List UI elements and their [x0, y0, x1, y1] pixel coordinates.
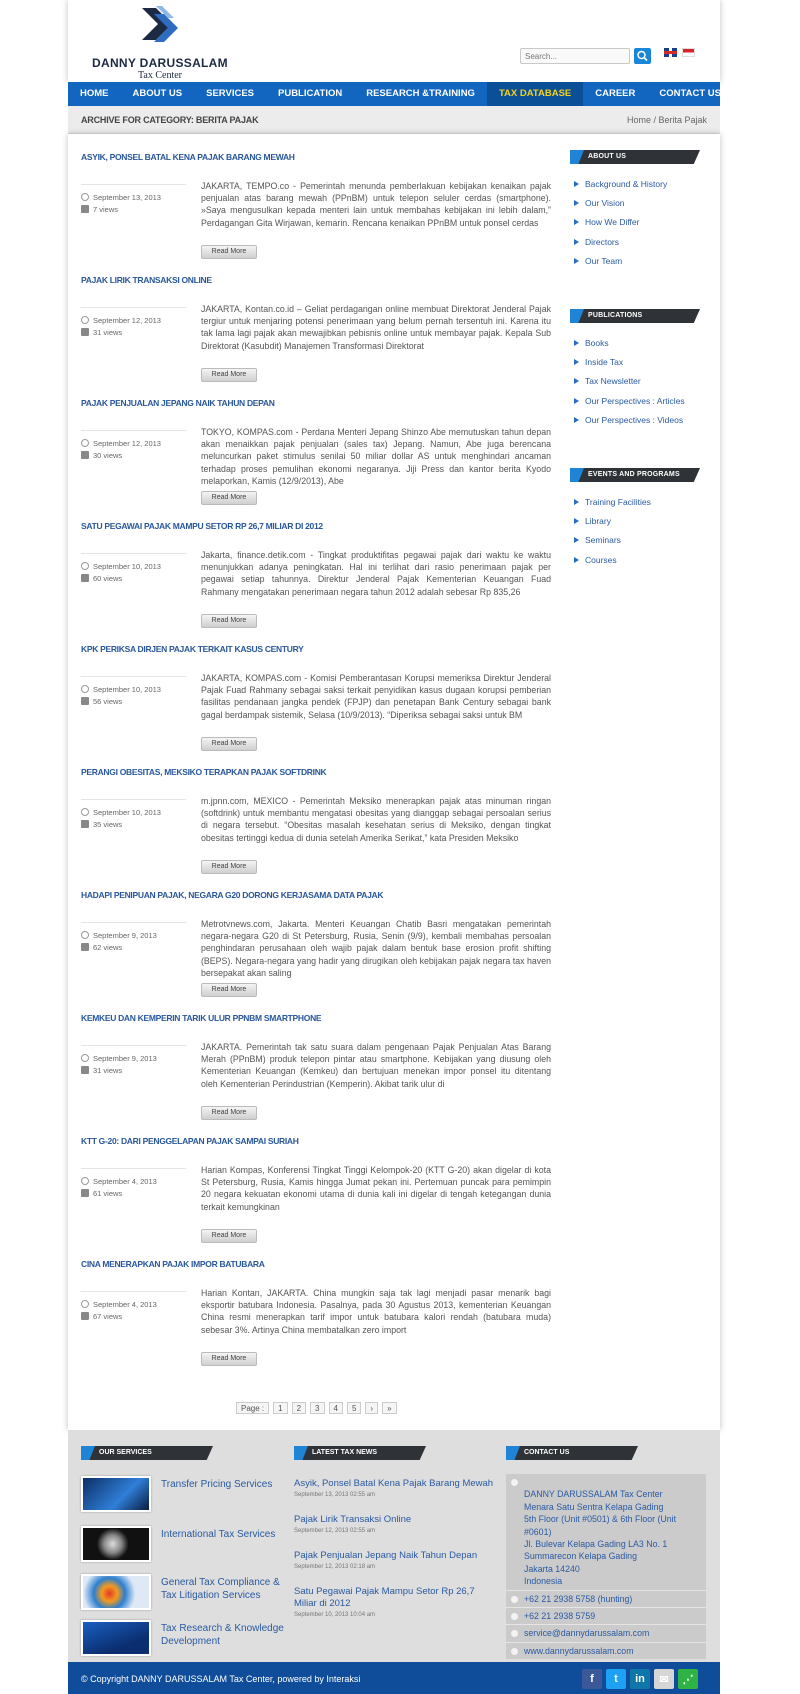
news-title[interactable]: Pajak Lirik Transaksi Online	[294, 1514, 412, 1525]
post-views: 60 views	[93, 573, 123, 583]
post-date-line	[81, 314, 186, 326]
nav-services[interactable]: SERVICES	[206, 88, 254, 99]
views-icon	[81, 1189, 89, 1197]
post-views: 56 views	[93, 696, 123, 706]
views-icon	[81, 1312, 89, 1320]
clock-icon	[81, 1300, 89, 1308]
clock-icon	[81, 316, 89, 324]
post-date: September 10, 2013	[93, 684, 161, 694]
post-excerpt: Metrotvnews.com, Jakarta. Menteri Keuangan Chatib Basri mengatakan pemerintah negara-negara G20 di St Petersburg, Rusia, Senin (9/9), kembali membahas persoalan penghindaran perusahaan oleh wajib pajak dalam bentuk base erosion profit shifting (BEPS). Negara-negara yang hadir yang dirugikan oleh kebijakan pajak negara tax haven bersepakat akan saling	[201, 919, 551, 978]
post-meta	[81, 676, 186, 707]
website-text: www.dannydarussalam.com	[524, 1645, 634, 1656]
sidebar-heading-label: PUBLICATIONS	[588, 312, 643, 319]
sidebar-list-about	[574, 174, 704, 270]
location-pin-icon	[511, 1479, 518, 1486]
sidebar-item[interactable]	[574, 251, 704, 270]
copyright-text: © Copyright DANNY DARUSSALAM Tax Center, powered by Interaksi	[81, 1674, 361, 1684]
post-excerpt: JAKARTA, TEMPO.co - Pemerintah menunda pemberlakuan kebijakan kenaikan pajak penjualan atas barang mewah (PPnBM) untuk telepon seluler cerdas (smartphone). »Saya mengusulkan kepada menteri lain untuk membahas kebijakan ini lebih dalam,” Perdagangan Gita Wirjawan, kemarin. Rencana kenaikan PPnBM untuk ponsel cerdas	[201, 181, 551, 228]
nav-tax-database[interactable]: TAX DATABASE	[487, 82, 583, 106]
nav-research-training[interactable]: RESEARCH &TRAINING	[366, 88, 475, 99]
pager-page-4[interactable]: 4	[329, 1402, 343, 1414]
sidebar-item-label: Our Perspectives : Videos	[585, 414, 684, 425]
sidebar-item[interactable]	[574, 193, 704, 212]
pager-page-1[interactable]: 1	[273, 1402, 287, 1414]
post-item	[81, 1241, 551, 1364]
post-date-line	[81, 806, 186, 818]
linkedin-icon[interactable]: in	[630, 1669, 650, 1689]
post-title[interactable]: KPK PERIKSA DIRJEN PAJAK TERKAIT KASUS CENTURY	[81, 644, 304, 654]
site-logo[interactable]	[90, 4, 230, 81]
logo-name: DANNY DARUSSALAM	[92, 56, 228, 70]
service-thumbnail	[81, 1574, 151, 1610]
news-date: September 12, 2013 02:18 am	[294, 1564, 376, 1570]
sidebar-list-publications	[574, 333, 704, 429]
news-title[interactable]: Satu Pegawai Pajak Mampu Setor Rp 26,7 Miliar di 2012	[294, 1586, 475, 1609]
post-date: September 9, 2013	[93, 930, 157, 940]
sidebar-item[interactable]	[574, 352, 704, 371]
news-item[interactable]	[294, 1514, 494, 1534]
post-meta	[81, 430, 186, 461]
views-icon	[81, 451, 89, 459]
service-name: International Tax Services	[161, 1529, 276, 1540]
clock-icon	[81, 193, 89, 201]
post-item	[81, 503, 551, 626]
pager-page-5[interactable]: 5	[347, 1402, 361, 1414]
site-header	[68, 0, 720, 82]
post-item	[81, 872, 551, 995]
post-meta	[81, 307, 186, 338]
post-title[interactable]: PAJAK PENJUALAN JEPANG NAIK TAHUN DEPAN	[81, 398, 275, 408]
post-date: September 4, 2013	[93, 1176, 157, 1186]
post-title[interactable]: HADAPI PENIPUAN PAJAK, NEGARA G20 DORONG KERJASAMA DATA PAJAK	[81, 890, 384, 900]
post-date-line	[81, 560, 186, 572]
post-date-line	[81, 683, 186, 695]
read-more-button[interactable]: Read More	[201, 491, 257, 505]
sidebar-item-label: Our Vision	[585, 197, 625, 208]
post-title[interactable]: PERANGI OBESITAS, MEKSIKO TERAPKAN PAJAK SOFTDRINK	[81, 767, 327, 777]
post-views-line	[81, 449, 186, 461]
sidebar-item-label: Tax Newsletter	[585, 376, 641, 387]
news-date: September 10, 2013 10:04 am	[294, 1612, 376, 1618]
sidebar-item-label: Seminars	[585, 535, 621, 546]
sidebar-heading-label: ABOUT US	[588, 153, 627, 160]
contact-fax	[506, 1608, 706, 1625]
post-date-line	[81, 437, 186, 449]
email-icon[interactable]: ✉	[654, 1669, 674, 1689]
clock-icon	[81, 439, 89, 447]
content-area	[68, 134, 720, 1430]
post-date: September 10, 2013	[93, 561, 161, 571]
sidebar-item[interactable]	[574, 333, 704, 352]
logo-chevron-icon	[136, 4, 184, 52]
fax-icon	[511, 1613, 518, 1620]
post-meta	[81, 1291, 186, 1322]
post-views: 62 views	[93, 942, 123, 952]
globe-icon	[511, 1648, 518, 1655]
views-icon	[81, 328, 89, 336]
nav-about-us[interactable]: ABOUT US	[132, 88, 183, 99]
views-icon	[81, 574, 89, 582]
post-views: 61 views	[93, 1188, 123, 1198]
sidebar-item-label: Background & History	[585, 178, 668, 189]
arrow-right-icon	[574, 219, 579, 225]
contact-website[interactable]	[506, 1643, 706, 1659]
arrow-right-icon	[574, 239, 579, 245]
news-title[interactable]: Asyik, Ponsel Batal Kena Pajak Barang Mewah	[294, 1478, 494, 1489]
arrow-right-icon	[574, 181, 579, 187]
read-more-button[interactable]: Read More	[201, 368, 257, 382]
footer-heading-label: OUR SERVICES	[99, 1449, 152, 1456]
post-date-line	[81, 929, 186, 941]
arrow-right-icon	[574, 417, 579, 423]
post-meta	[81, 922, 186, 953]
nav-career[interactable]: CAREER	[595, 88, 636, 99]
post-meta	[81, 799, 186, 830]
post-excerpt: TOKYO, KOMPAS.com - Perdana Menteri Jepang Shinzo Abe memutuskan tahun depan akan menaikkan pajak penjualan (sales tax) Jepang. Namun, Abe juga berencana meluncurkan paket stimulus senilai 50 miliar dollar AS untuk menghindari ancaman terhadap proses pemulihan ekonomi negaranya. Jiji Press dan kantor berita Kyodo melaporkan, Kamis (12/9/2013), Abe	[201, 427, 551, 486]
sidebar-heading-publications	[570, 309, 700, 323]
post-item	[81, 626, 551, 749]
twitter-icon[interactable]: t	[606, 1669, 626, 1689]
post-views: 7 views	[93, 204, 119, 214]
sidebar-item-label: Courses	[585, 554, 617, 565]
page-title: ARCHIVE FOR CATEGORY: BERITA PAJAK	[81, 115, 259, 125]
post-item	[81, 134, 551, 257]
service-thumbnail	[81, 1620, 151, 1656]
post-views: 31 views	[93, 327, 123, 337]
post-title[interactable]: ASYIK, PONSEL BATAL KENA PAJAK BARANG MEWAH	[81, 152, 295, 162]
post-views-line	[81, 203, 186, 215]
arrow-right-icon	[574, 340, 579, 346]
sidebar-item-label: Library	[585, 515, 611, 526]
news-item[interactable]	[294, 1586, 494, 1618]
post-excerpt: Harian Kontan, JAKARTA. China mungkin saja tak lagi menjadi pasar menarik bagi eksportir batubara Indonesia. Pasalnya, pada 30 Agustus 2013, kementerian Keuangan China resmi menerapkan tarif impor untuk batubara kalori rendah (batubara muda) sebesar 3%. Artinya China membatalkan zero import	[201, 1288, 551, 1335]
contact-address	[506, 1474, 706, 1591]
main-nav	[68, 82, 720, 106]
read-more-button[interactable]: Read More	[201, 1352, 257, 1366]
news-date: September 13, 2013 02:55 am	[294, 1492, 376, 1498]
arrow-right-icon	[574, 499, 579, 505]
contact-box	[506, 1474, 706, 1659]
english-flag-icon[interactable]	[664, 48, 677, 57]
footer-heading-label: CONTACT US	[524, 1449, 570, 1456]
sidebar-item[interactable]	[574, 531, 704, 550]
footer-heading-news	[294, 1446, 426, 1460]
fax-text: +62 21 2938 5759	[524, 1611, 596, 1622]
post-excerpt: Jakarta, finance.detik.com - Tingkat produktifitas pegawai pajak dari waktu ke waktu menunjukkan adanya peningkatan. Hal ini terlihat dari rasio penerimaan pajak per pegawai setiap tahunnya. Direktur Jenderal Pajak Kementerian Keuangan Fuad Rahmany mengatakan penerimaan negara tahun 2012 adalah sebesar Rp 835,26	[201, 550, 551, 597]
post-excerpt: m.jpnn.com, MEXICO - Pemerintah Meksiko menerapkan pajak atas minuman ringan (softdrink) untuk membantu mengatasi obesitas yang dianggap sebagai persoalan serius di negara tersebut. “Obesitas masalah kesehatan serius di Meksiko, dengan tingkat obesitas tertinggi kedua di dunia setelah Amerika Serikat,” kata Presiden Meksiko	[201, 796, 551, 843]
pager-next-button[interactable]: ›	[365, 1402, 378, 1414]
sidebar-item-label: Our Perspectives : Articles	[585, 395, 685, 406]
contact-phone[interactable]	[506, 1591, 706, 1608]
post-views-line	[81, 1187, 186, 1199]
search-input[interactable]	[520, 48, 630, 64]
sidebar-item[interactable]	[574, 550, 704, 569]
post-date: September 12, 2013	[93, 438, 161, 448]
views-icon	[81, 205, 89, 213]
email-text: service@dannydarussalam.com	[524, 1628, 650, 1639]
arrow-right-icon	[574, 200, 579, 206]
post-date-line	[81, 191, 186, 203]
clock-icon	[81, 685, 89, 693]
post-meta	[81, 553, 186, 584]
arrow-right-icon	[574, 518, 579, 524]
post-title[interactable]: SATU PEGAWAI PAJAK MAMPU SETOR RP 26,7 MILIAR DI 2012	[81, 521, 323, 531]
post-date-line	[81, 1052, 186, 1064]
address-text: DANNY DARUSSALAM Tax Center Menara Satu Sentra Kelapa Gading 5th Floor (Unit #0501) & 6th Floor (Unit #0601) Jl. Bulevar Kelapa Gading LA3 No. 1 Summarecon Kelapa Gading Jakarta 14240 Indonesia	[524, 1489, 677, 1587]
read-more-button[interactable]: Read More	[201, 737, 257, 751]
post-views-line	[81, 818, 186, 830]
archive-bar	[68, 106, 720, 134]
post-title[interactable]: KTT G-20: DARI PENGGELAPAN PAJAK SAMPAI SURIAH	[81, 1136, 299, 1146]
arrow-right-icon	[574, 378, 579, 384]
footer-heading-contact	[506, 1446, 638, 1460]
read-more-button[interactable]: Read More	[201, 245, 257, 259]
clock-icon	[81, 931, 89, 939]
read-more-button[interactable]: Read More	[201, 614, 257, 628]
post-date: September 9, 2013	[93, 1053, 157, 1063]
logo-subtitle: Tax Center	[137, 70, 182, 81]
news-date: September 12, 2013 02:55 am	[294, 1528, 376, 1534]
search-button[interactable]	[634, 48, 651, 64]
views-icon	[81, 1066, 89, 1074]
breadcrumb[interactable]: Home / Berita Pajak	[626, 115, 707, 125]
indonesian-flag-icon[interactable]	[682, 48, 695, 57]
service-thumbnail	[81, 1476, 151, 1512]
post-views-line	[81, 1310, 186, 1322]
footer-bar	[68, 1662, 720, 1694]
post-date: September 12, 2013	[93, 315, 161, 325]
read-more-button[interactable]: Read More	[201, 983, 257, 997]
arrow-right-icon	[574, 398, 579, 404]
post-date-line	[81, 1175, 186, 1187]
phone-icon	[511, 1596, 518, 1603]
post-date: September 10, 2013	[93, 807, 161, 817]
clock-icon	[81, 1054, 89, 1062]
sidebar-item-label: Directors	[585, 236, 620, 247]
post-meta	[81, 1168, 186, 1199]
clock-icon	[81, 808, 89, 816]
sidebar-item[interactable]	[574, 213, 704, 232]
service-name: General Tax Compliance & Tax Litigation Services	[161, 1577, 280, 1601]
post-views: 31 views	[93, 1065, 123, 1075]
sidebar-item-label: Books	[585, 337, 609, 348]
sidebar-item-label: Our Team	[585, 255, 623, 266]
pager-last-button[interactable]: »	[382, 1402, 396, 1414]
service-item[interactable]	[81, 1476, 281, 1512]
post-views: 30 views	[93, 450, 123, 460]
post-views-line	[81, 326, 186, 338]
arrow-right-icon	[574, 557, 579, 563]
arrow-right-icon	[574, 537, 579, 543]
email-icon	[511, 1630, 518, 1637]
post-item	[81, 380, 551, 503]
post-title[interactable]: CINA MENERAPKAN PAJAK IMPOR BATUBARA	[81, 1259, 265, 1269]
clock-icon	[81, 562, 89, 570]
nav-publication[interactable]: PUBLICATION	[278, 88, 343, 99]
post-views-line	[81, 572, 186, 584]
sidebar-item-label: Training Facilities	[585, 496, 651, 507]
views-icon	[81, 697, 89, 705]
footer-heading-services	[81, 1446, 213, 1460]
footer-widgets	[68, 1430, 720, 1662]
arrow-right-icon	[574, 359, 579, 365]
clock-icon	[81, 1177, 89, 1185]
read-more-button[interactable]: Read More	[201, 1106, 257, 1120]
post-views-line	[81, 941, 186, 953]
post-date: September 13, 2013	[93, 192, 161, 202]
post-views-line	[81, 695, 186, 707]
views-icon	[81, 943, 89, 951]
post-excerpt: JAKARTA, Kontan.co.id – Geliat perdagangan online membuat Direktorat Jenderal Pajak tergiur untuk menjaring potensi penerimaan yang belum pernah tersentuh ini. Karena itu tak lama lagi pajak akan mewajibkan pebisnis online untuk membayar pajak. Kepala Sub Direktorat (Kasubdit) Manajemen Transformasi Direktorat	[201, 304, 551, 351]
sidebar-heading-label: EVENTS AND PROGRAMS	[588, 471, 680, 478]
share-icon[interactable]: ⋰	[678, 1669, 698, 1689]
contact-email[interactable]	[506, 1625, 706, 1642]
sidebar-item[interactable]	[574, 410, 704, 429]
post-meta	[81, 184, 186, 215]
sidebar-item[interactable]	[574, 511, 704, 530]
post-item	[81, 257, 551, 380]
facebook-icon[interactable]: f	[582, 1669, 602, 1689]
views-icon	[81, 820, 89, 828]
nav-home[interactable]: HOME	[80, 88, 109, 99]
news-item[interactable]	[294, 1478, 494, 1498]
post-title[interactable]: PAJAK LIRIK TRANSAKSI ONLINE	[81, 275, 212, 285]
service-item[interactable]	[81, 1574, 281, 1610]
sidebar-item[interactable]	[574, 492, 704, 511]
post-views-line	[81, 1064, 186, 1076]
sidebar-heading-about	[570, 150, 700, 164]
read-more-button[interactable]: Read More	[201, 1229, 257, 1243]
sidebar-item-label: Inside Tax	[585, 356, 624, 367]
phone-text: +62 21 2938 5758 (hunting)	[524, 1593, 633, 1604]
sidebar-item-label: How We Differ	[585, 217, 640, 228]
post-views: 67 views	[93, 1311, 123, 1321]
post-item	[81, 749, 551, 872]
sidebar-item[interactable]	[574, 174, 704, 193]
post-date: September 4, 2013	[93, 1299, 157, 1309]
read-more-button[interactable]: Read More	[201, 860, 257, 874]
sidebar-item[interactable]	[574, 391, 704, 410]
sidebar-item[interactable]	[574, 372, 704, 391]
post-excerpt: JAKARTA. Pemerintah tak satu suara dalam pengenaan Pajak Penjualan Atas Barang Merah (PPnBM) produk telepon pintar atau smartphone. Kebijakan yang diusung oleh Kementerian Keuangan (Kemkeu) dan bertujuan menekan impor ponsel itu ditentang oleh Kementerian Perindustrian (Kemperin). Akibat tarik ulur di	[201, 1042, 551, 1089]
service-name: Tax Research & Knowledge Development	[161, 1623, 284, 1647]
pager-page-2[interactable]: 2	[292, 1402, 306, 1414]
arrow-right-icon	[574, 258, 579, 264]
post-excerpt: Harian Kompas, Konferensi Tingkat Tinggi Kelompok-20 (KTT G-20) akan digelar di kota St Petersburg, Rusia, Kamis hingga Jumat pekan ini. Pertemuan puncak para pemimpin 20 negara kekuatan ekonomi utama di dunia kali ini digelar di tengah ketegangan dunia terkait kemungkinan	[201, 1165, 551, 1212]
post-views: 35 views	[93, 819, 123, 829]
sidebar-heading-events	[570, 468, 700, 482]
service-thumbnail	[81, 1526, 151, 1562]
sidebar-item[interactable]	[574, 232, 704, 251]
post-excerpt: JAKARTA, KOMPAS.com - Komisi Pemberantasan Korupsi memeriksa Direktur Jenderal Pajak Fuad Rahmany sebagai saksi terkait penyidikan kasus dugaan korupsi pemberian fasilitas pendanaan jangka pendek (FPJP) dan penetapan Bank Century sebagai bank gagal berdampak sistemik, Selasa (10/9/2013). “Diperiksa sebagai saksi untuk BM	[201, 673, 551, 720]
post-item	[81, 995, 551, 1118]
pagination	[236, 1402, 397, 1414]
sidebar-list-events	[574, 492, 704, 569]
post-date-line	[81, 1298, 186, 1310]
post-title[interactable]: KEMKEU DAN KEMPERIN TARIK ULUR PPNBM SMARTPHONE	[81, 1013, 322, 1023]
news-item[interactable]	[294, 1550, 494, 1570]
pager-page-3[interactable]: 3	[310, 1402, 324, 1414]
service-name: Transfer Pricing Services	[161, 1479, 273, 1490]
post-item	[81, 1118, 551, 1241]
footer-heading-label: LATEST TAX NEWS	[312, 1449, 378, 1456]
search-icon	[634, 48, 651, 64]
post-meta	[81, 1045, 186, 1076]
news-title[interactable]: Pajak Penjualan Jepang Naik Tahun Depan	[294, 1550, 478, 1561]
nav-contact-us[interactable]: CONTACT US	[659, 88, 721, 99]
service-item[interactable]	[81, 1526, 281, 1562]
pager-label: Page :	[236, 1402, 269, 1414]
service-item[interactable]	[81, 1620, 284, 1656]
